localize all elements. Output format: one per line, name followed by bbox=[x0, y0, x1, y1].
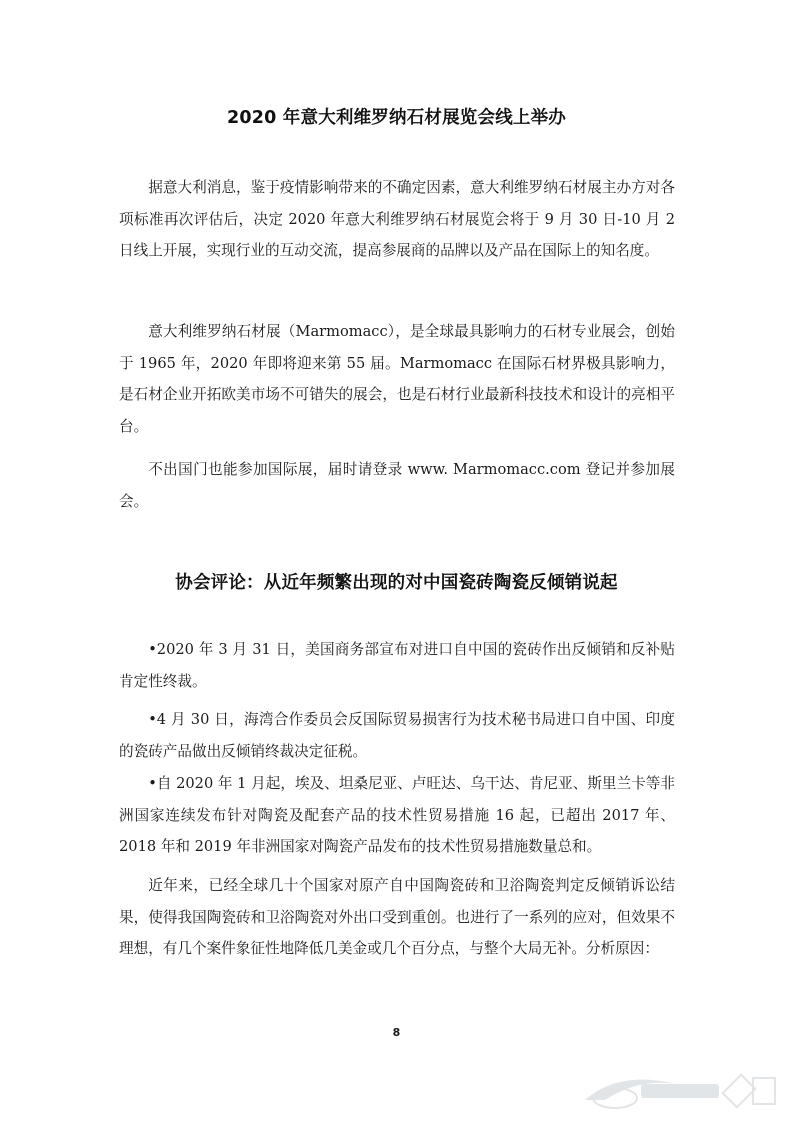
paragraph: 意大利维罗纳石材展（Marmomacc），是全球最具影响力的石材专业展会，创始于 1965 年，2020 年即将迎来第 55 届。Marmomacc 在国际石材界极具影响力，是石材企业开拓欧美市场不可错失的展会，也是石材行业最新科技技术和设计的亮相平台。 bbox=[119, 323, 675, 435]
article-title-marmomacc: 2020 年意大利维罗纳石材展览会线上举办 bbox=[227, 108, 566, 128]
bullet-paragraph: •4 月 30 日，海湾合作委员会反国际贸易损害行为技术秘书局进口自中国、印度的瓷砖产品做出反倾销终裁决定征税。 bbox=[119, 711, 675, 760]
page-number: 8 bbox=[392, 1026, 401, 1039]
paragraph: 近年来，已经全球几十个国家对原产自中国陶瓷砖和卫浴陶瓷判定反倾销诉讼结果，使得我国陶瓷砖和卫浴陶瓷对外出口受到重创。也进行了一系列的应对，但效果不理想，有几个案件象征性地降低几美金或几个百分点，与整个大局无补。分析原因： bbox=[119, 877, 675, 957]
article-title-antidumping: 协会评论：从近年频繁出现的对中国瓷砖陶瓷反倾销说起 bbox=[175, 573, 618, 593]
bullet-paragraph: •自 2020 年 1 月起，埃及、坦桑尼亚、卢旺达、乌干达、肯尼亚、斯里兰卡等非洲国家连续发布针对陶瓷及配套产品的技术性贸易措施 16 起，已超出 2017 年、2018 年和 2019 年非洲国家对陶瓷产品发布的技术性贸易措施数量总和。 bbox=[119, 775, 675, 855]
paragraph: 不出国门也能参加国际展，届时请登录 www. Marmomacc.com 登记并参加展会。 bbox=[119, 461, 675, 510]
paragraph: 据意大利消息，鉴于疫情影响带来的不确定因素，意大利维罗纳石材展主办方对各项标准再次评估后，决定 2020 年意大利维罗纳石材展览会将于 9 月 30 日-10 月 2 日线上开展，实现行业的互动交流，提高参展商的品牌以及产品在国际上的知名度。 bbox=[119, 179, 675, 259]
bullet-paragraph: •2020 年 3 月 31 日，美国商务部宣布对进口自中国的瓷砖作出反倾销和反补贴肯定性终裁。 bbox=[119, 641, 675, 690]
watermark-logo bbox=[579, 1070, 779, 1112]
